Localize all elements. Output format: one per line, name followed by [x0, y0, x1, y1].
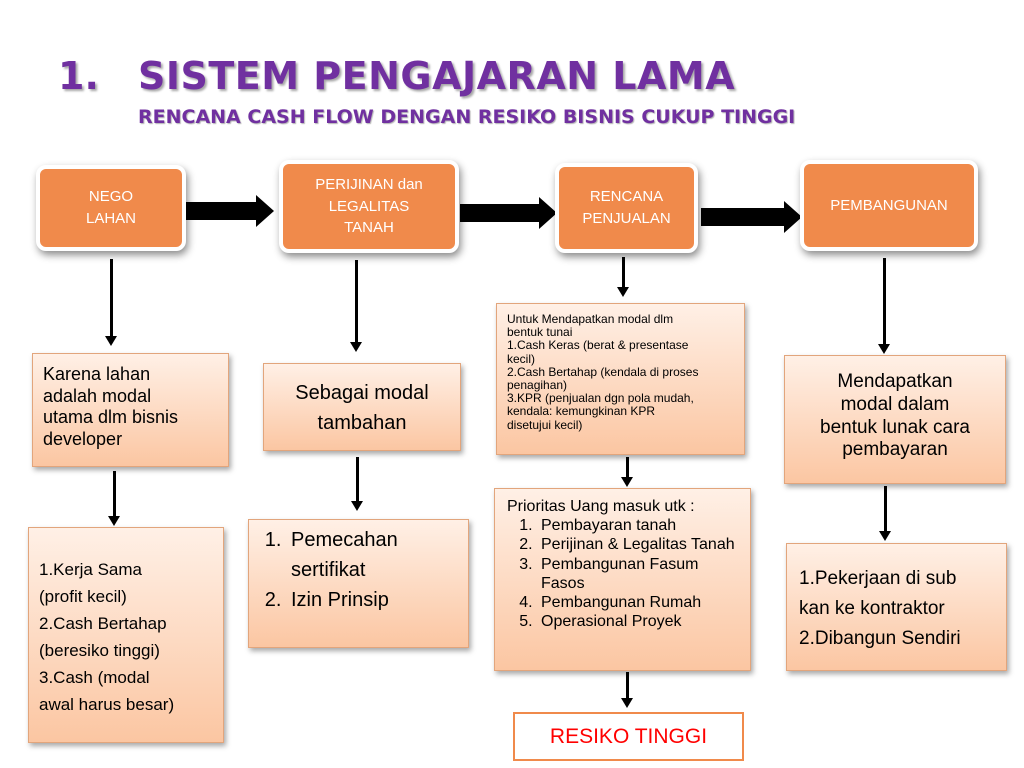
penjualan-priorities: [494, 488, 751, 671]
text-line: utama dlm bisnis: [43, 407, 179, 428]
text-line: Karena lahan: [43, 364, 151, 384]
step-perijinan: [279, 160, 459, 253]
text-line: Untuk Mendapatkan modal dlm: [507, 312, 674, 326]
list-item: 2. Perijinan & Legalitas Tanah: [537, 535, 744, 554]
text-line: tambahan: [317, 412, 407, 434]
step-label-line: PENJUALAN: [582, 210, 671, 227]
text-line: penagihan): [507, 377, 568, 392]
text-line: (profit kecil): [39, 587, 127, 606]
step-label-line: LAHAN: [85, 210, 137, 227]
arrow-down-head: [108, 516, 120, 526]
list-item: 5. Operasional Proyek: [537, 612, 744, 631]
text-line: modal dalam: [840, 393, 950, 415]
text-line: 3.Cash (modal: [39, 668, 150, 687]
text-line: 1.Kerja Sama: [39, 560, 142, 579]
step-label-line: TANAH: [344, 219, 394, 237]
text-line: kendala: kemungkinan KPR: [507, 404, 656, 419]
list-item: 3. Pembangunan Fasum Fasos: [537, 555, 744, 593]
arrow-down-shaft: [355, 260, 358, 343]
arrow-down-head: [105, 336, 117, 346]
arrow-2-shaft: [460, 204, 540, 222]
text-line: pembayaran: [842, 439, 948, 461]
arrow-down-shaft: [110, 259, 113, 336]
page-subtitle: RENCANA CASH FLOW DENGAN RESIKO BISNIS CUKUP TINGGI: [138, 106, 796, 128]
arrow-down-shaft: [883, 258, 886, 345]
text-line: adalah modal: [43, 385, 152, 406]
arrow-down-head: [879, 531, 891, 541]
text-line: bentuk tunai: [507, 325, 573, 340]
arrow-down-shaft: [884, 486, 887, 532]
nego-lahan-reason: [32, 353, 229, 467]
arrow-down-shaft: [622, 257, 625, 288]
list-item: 4. Pembangunan Rumah: [537, 593, 744, 612]
text-line: 2.Cash Bertahap (kendala di proses: [507, 364, 699, 379]
step-label-line: PEMBANGUNAN: [830, 196, 948, 214]
arrow-down-head: [621, 477, 633, 487]
title-number: 1.: [58, 54, 99, 98]
step-rencana-penjualan: [555, 163, 698, 253]
risk-label: [513, 712, 744, 761]
arrow-down-head: [617, 287, 629, 297]
text-line: Mendapatkan: [837, 371, 953, 392]
arrow-down-head: [621, 698, 633, 708]
text-line: 3.KPR (penjualan dgn pola mudah,: [507, 391, 694, 406]
page-title: SISTEM PENGAJARAN LAMA: [138, 54, 736, 98]
text-line: (beresiko tinggi): [39, 641, 160, 660]
step-label-line: PERIJINAN dan: [315, 175, 423, 193]
arrow-down-head: [351, 501, 363, 511]
step-label-line: RENCANA: [589, 188, 664, 206]
arrow-down-shaft: [356, 457, 359, 502]
pembangunan-reason: [784, 355, 1006, 484]
step-label-line: NEGO: [88, 188, 134, 206]
step-pembangunan: [800, 160, 978, 251]
text-line: Sebagai modal: [295, 382, 429, 404]
arrow-1-shaft: [185, 202, 257, 220]
text-line: 2.Cash Bertahap: [39, 614, 167, 633]
perijinan-items: [248, 519, 469, 648]
list-item: 2. Izin Prinsip: [287, 585, 462, 615]
arrow-down-head: [878, 344, 890, 354]
perijinan-reason: [263, 363, 461, 451]
arrow-down-head: [350, 342, 362, 352]
arrow-1-head: [256, 195, 274, 227]
risk-text: RESIKO TINGGI: [549, 724, 708, 748]
text-line: 2.Dibangun Sendiri: [799, 628, 961, 649]
priority-title: Prioritas Uang masuk utk :: [507, 498, 695, 515]
arrow-down-shaft: [626, 457, 629, 478]
step-label-line: LEGALITAS: [328, 197, 410, 215]
text-line: developer: [43, 428, 123, 449]
nego-lahan-options: [28, 527, 224, 743]
perijinan-list: [249, 525, 462, 615]
text-line: awal harus besar): [39, 695, 175, 714]
pembangunan-options: [786, 543, 1007, 671]
list-item: 1. Pemecahan sertifikat: [287, 525, 462, 585]
text-line: disetujui kecil): [507, 417, 583, 432]
text-line: 1.Cash Keras (berat & presentase: [507, 338, 689, 353]
text-line: kecil): [507, 351, 536, 366]
arrow-down-shaft: [113, 471, 116, 517]
arrow-down-shaft: [626, 672, 629, 699]
text-line: bentuk lunak cara: [820, 416, 970, 438]
list-item: 1. Pembayaran tanah: [537, 516, 744, 535]
penjualan-methods: [496, 303, 745, 455]
text-line: 1.Pekerjaan di sub: [799, 568, 957, 589]
priority-list: [507, 516, 744, 631]
text-line: kan ke kontraktor: [799, 598, 945, 619]
arrow-3-shaft: [701, 208, 785, 226]
step-nego-lahan: [36, 165, 186, 251]
